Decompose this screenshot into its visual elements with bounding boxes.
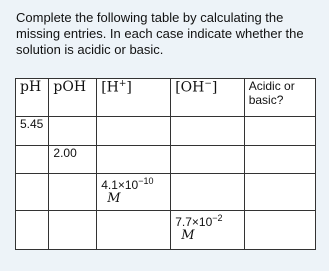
header-oh-concentration [171, 79, 244, 117]
cell-acidic-or-basic[interactable] [244, 174, 315, 211]
table-row [16, 174, 316, 211]
header-oh-close: ] [211, 79, 218, 96]
header-h-close: ] [126, 79, 132, 96]
value-unit: M [181, 228, 195, 243]
instructions-text: Complete the following table by calculating the missing entries. In each case indicate whether the solution is acidic or basic. [16, 10, 304, 57]
cell-acidic-or-basic[interactable] [244, 146, 315, 174]
header-acidic-or-basic: Acidic or basic? [244, 79, 315, 117]
table-row [16, 211, 316, 250]
ph-table [15, 78, 316, 250]
value-unit: M [107, 191, 121, 206]
header-ph: pH [16, 79, 49, 117]
cell-ph[interactable] [16, 146, 49, 174]
cell-h-concentration[interactable] [97, 174, 171, 211]
header-h-concentration [97, 79, 171, 117]
value-exponent: −10 [138, 176, 154, 186]
value-mantissa: 7.7×10 [175, 215, 213, 229]
table-row [16, 146, 316, 174]
cell-h-concentration[interactable] [97, 211, 171, 250]
cell-ph[interactable]: 5.45 [16, 117, 49, 146]
cell-poh[interactable] [49, 117, 97, 146]
header-oh-base: [OH [175, 79, 205, 96]
cell-poh[interactable] [49, 174, 97, 211]
cell-ph[interactable] [16, 174, 49, 211]
cell-poh[interactable]: 2.00 [49, 146, 97, 174]
cell-poh[interactable] [49, 211, 97, 250]
cell-oh-concentration[interactable] [171, 117, 244, 146]
cell-oh-concentration[interactable] [171, 146, 244, 174]
table-row [16, 117, 316, 146]
header-h-base: [H [101, 79, 119, 96]
header-poh: pOH [49, 79, 97, 117]
header-h-charge: + [118, 79, 127, 89]
cell-oh-concentration[interactable] [171, 211, 244, 250]
cell-oh-concentration[interactable] [171, 174, 244, 211]
value-mantissa: 4.1×10 [101, 178, 139, 192]
cell-h-concentration[interactable] [97, 146, 171, 174]
table-header-row [16, 79, 316, 117]
cell-acidic-or-basic[interactable] [244, 211, 315, 250]
cell-acidic-or-basic[interactable] [244, 117, 315, 146]
header-oh-charge: − [204, 79, 212, 89]
cell-h-concentration[interactable] [97, 117, 171, 146]
cell-ph[interactable] [16, 211, 49, 250]
value-exponent: −2 [212, 213, 223, 223]
